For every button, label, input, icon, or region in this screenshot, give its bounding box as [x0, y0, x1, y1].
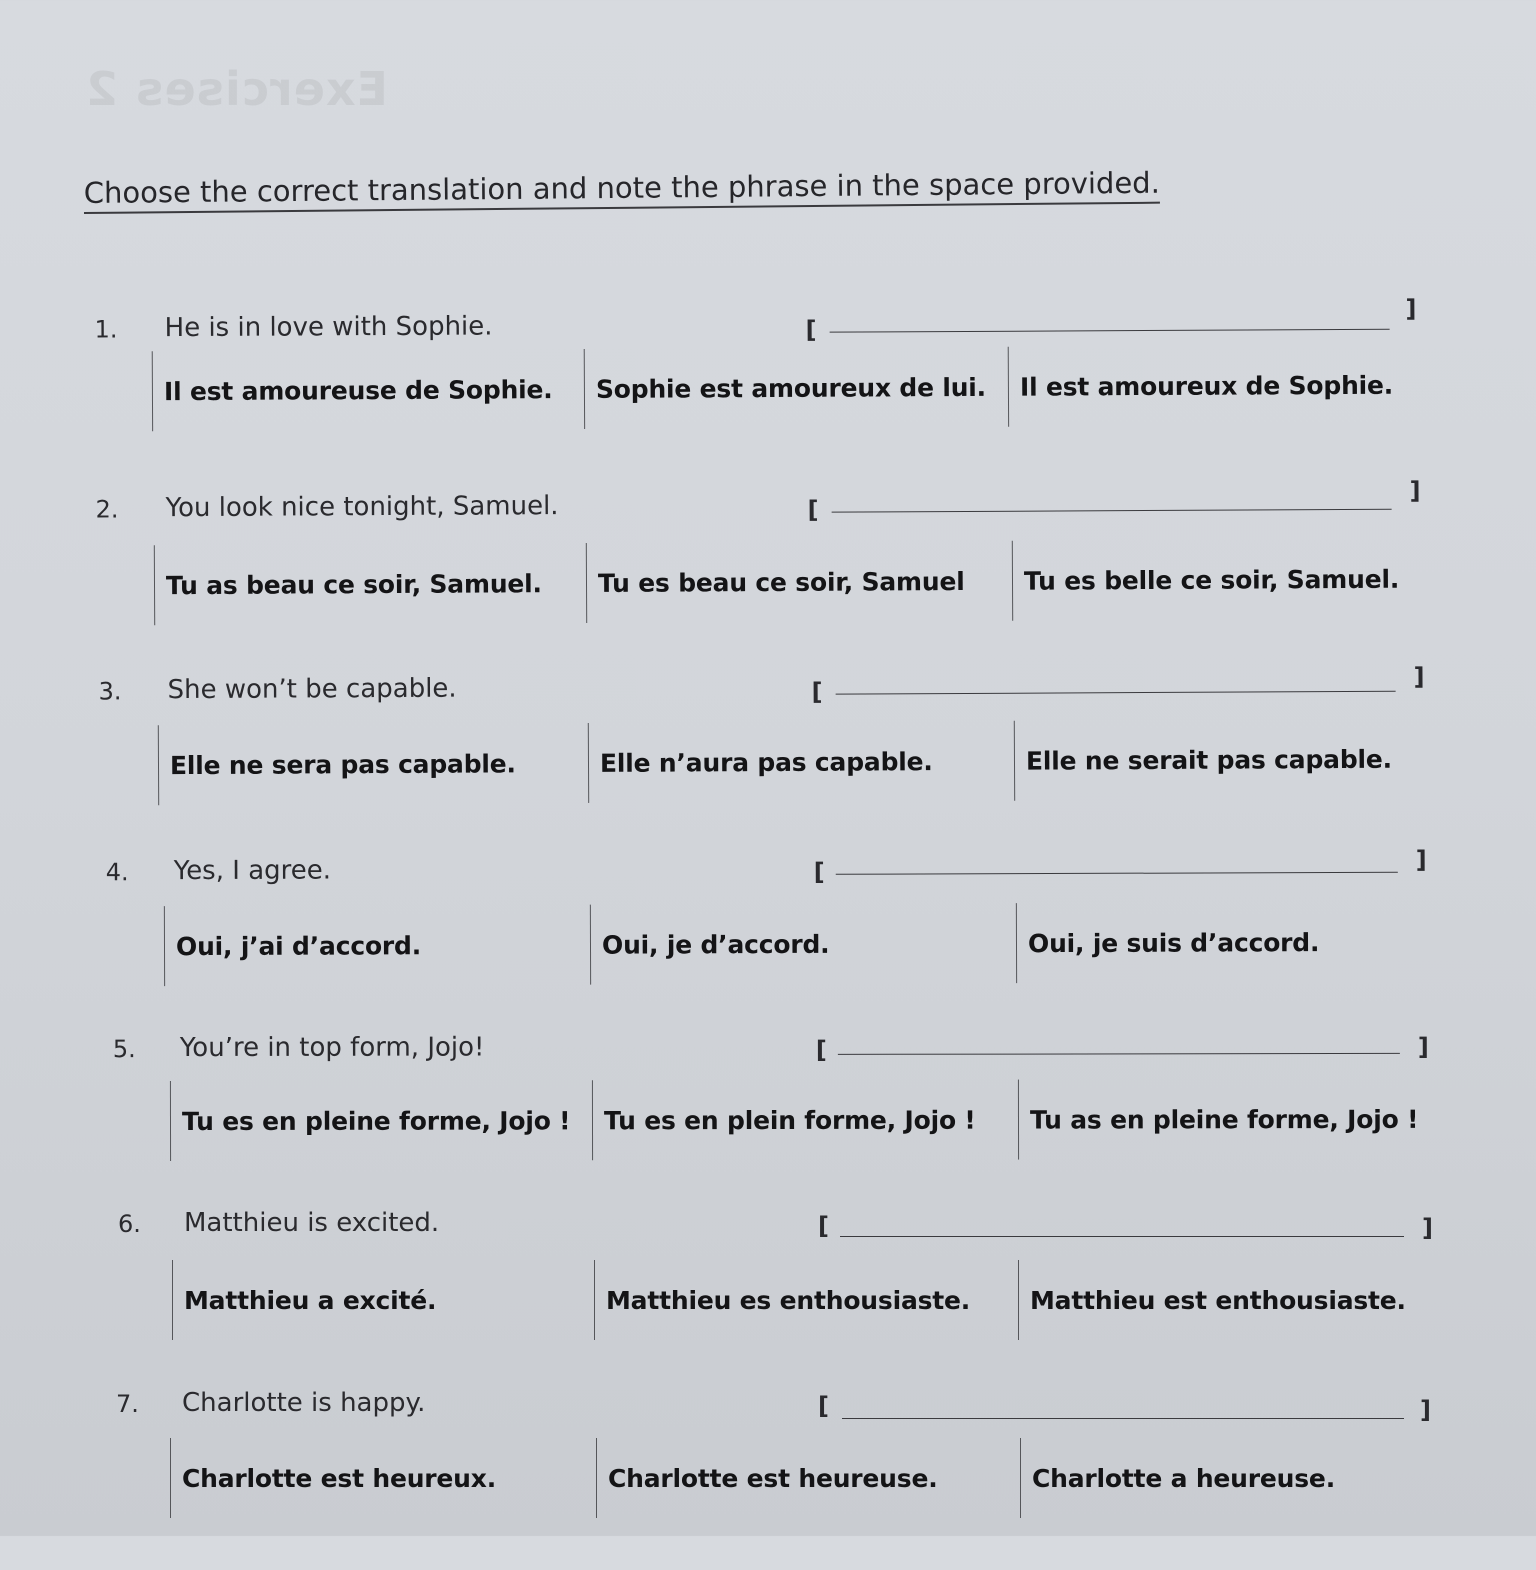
- option-a[interactable]: [172, 1260, 436, 1340]
- question-1: [0, 308, 1536, 496]
- option-text: Tu es en plein forme, Jojo !: [604, 1105, 976, 1135]
- option-text: Il est amoureuse de Sophie.: [164, 375, 553, 406]
- option-c[interactable]: [1016, 902, 1320, 983]
- answer-bracket-open: [: [806, 316, 817, 344]
- answer-blank[interactable]: [832, 509, 1392, 513]
- answer-blank[interactable]: [840, 1236, 1404, 1237]
- answer-blank[interactable]: [838, 1053, 1400, 1055]
- question-number: 5.: [113, 1035, 136, 1063]
- answer-bracket-close: ]: [1405, 295, 1416, 323]
- option-text: Elle ne sera pas capable.: [170, 749, 516, 780]
- question-prompt: She won’t be capable.: [168, 674, 457, 706]
- option-text: Oui, j’ai d’accord.: [176, 931, 421, 961]
- show-through-heading: Exercises 2: [85, 62, 388, 116]
- option-text: Tu es belle ce soir, Samuel.: [1024, 564, 1399, 595]
- question-prompt: Matthieu is excited.: [184, 1208, 439, 1238]
- option-c[interactable]: [1008, 345, 1394, 427]
- question-4: [0, 853, 1536, 1038]
- question-number: 2.: [96, 495, 119, 523]
- option-text: Matthieu est enthousiaste.: [1030, 1286, 1406, 1315]
- answer-blank[interactable]: [836, 872, 1398, 875]
- option-text: Tu es en pleine forme, Jojo !: [182, 1106, 570, 1136]
- option-text: Tu as beau ce soir, Samuel.: [166, 569, 542, 600]
- option-text: Il est amoureux de Sophie.: [1020, 370, 1393, 401]
- question-2: [0, 488, 1536, 676]
- question-6: [0, 1210, 1536, 1390]
- option-c[interactable]: [1018, 1260, 1406, 1340]
- answer-bracket-open: [: [818, 1212, 829, 1240]
- answer-bracket-close: ]: [1418, 1033, 1429, 1061]
- option-text: Elle n’aura pas capable.: [600, 747, 933, 778]
- option-text: Elle ne serait pas capable.: [1026, 744, 1392, 775]
- option-b[interactable]: [588, 721, 933, 803]
- answer-bracket-open: [: [818, 1392, 829, 1420]
- answer-bracket-open: [: [816, 1036, 827, 1064]
- option-text: Matthieu es enthousiaste.: [606, 1286, 970, 1315]
- question-number: 4.: [106, 858, 129, 886]
- option-a[interactable]: [158, 723, 516, 805]
- question-number: 7.: [116, 1390, 139, 1418]
- question-prompt: Charlotte is happy.: [182, 1388, 425, 1418]
- option-c[interactable]: [1014, 719, 1392, 801]
- option-text: Tu as en pleine forme, Jojo !: [1030, 1104, 1418, 1134]
- option-b[interactable]: [584, 347, 986, 429]
- question-number: 3.: [99, 677, 122, 705]
- question-3: [0, 670, 1536, 858]
- answer-bracket-open: [: [814, 858, 825, 886]
- option-b[interactable]: [594, 1260, 970, 1340]
- option-a[interactable]: [170, 1438, 496, 1518]
- option-c[interactable]: [1020, 1438, 1335, 1518]
- question-prompt: He is in love with Sophie.: [165, 311, 493, 343]
- answer-bracket-close: ]: [1422, 1214, 1433, 1242]
- answer-blank[interactable]: [830, 329, 1390, 333]
- option-b[interactable]: [590, 904, 830, 985]
- option-b[interactable]: [592, 1080, 976, 1161]
- question-number: 1.: [95, 315, 118, 343]
- question-number: 6.: [118, 1210, 141, 1238]
- answer-bracket-open: [: [808, 496, 819, 524]
- option-a[interactable]: [164, 905, 421, 986]
- option-b[interactable]: [596, 1438, 938, 1518]
- option-a[interactable]: [170, 1080, 571, 1161]
- option-text: Oui, je d’accord.: [602, 929, 830, 959]
- option-text: Tu es beau ce soir, Samuel: [598, 566, 965, 597]
- option-text: Charlotte est heureuse.: [608, 1464, 938, 1493]
- answer-bracket-close: ]: [1409, 477, 1420, 505]
- question-prompt: You look nice tonight, Samuel.: [166, 491, 559, 523]
- option-text: Sophie est amoureux de lui.: [596, 372, 986, 403]
- option-c[interactable]: [1018, 1079, 1418, 1160]
- question-prompt: Yes, I agree.: [174, 856, 331, 887]
- option-text: Oui, je suis d’accord.: [1028, 928, 1319, 958]
- option-b[interactable]: [586, 541, 965, 623]
- option-a[interactable]: [154, 543, 542, 625]
- answer-blank[interactable]: [842, 1418, 1404, 1419]
- option-text: Charlotte est heureux.: [182, 1464, 496, 1493]
- answer-bracket-close: ]: [1416, 846, 1427, 874]
- question-7: [0, 1390, 1536, 1570]
- question-prompt: You’re in top form, Jojo!: [180, 1032, 485, 1063]
- option-text: Charlotte a heureuse.: [1032, 1464, 1335, 1493]
- option-a[interactable]: [152, 349, 553, 431]
- option-text: Matthieu a excité.: [184, 1286, 436, 1315]
- answer-blank[interactable]: [836, 691, 1396, 695]
- question-5: [0, 1033, 1536, 1216]
- answer-bracket-close: ]: [1413, 663, 1424, 691]
- instruction-heading: Choose the correct translation and note the phrase in the space provided.: [84, 166, 1160, 214]
- answer-bracket-open: [: [812, 678, 823, 706]
- answer-bracket-close: ]: [1420, 1396, 1431, 1424]
- option-c[interactable]: [1012, 539, 1400, 621]
